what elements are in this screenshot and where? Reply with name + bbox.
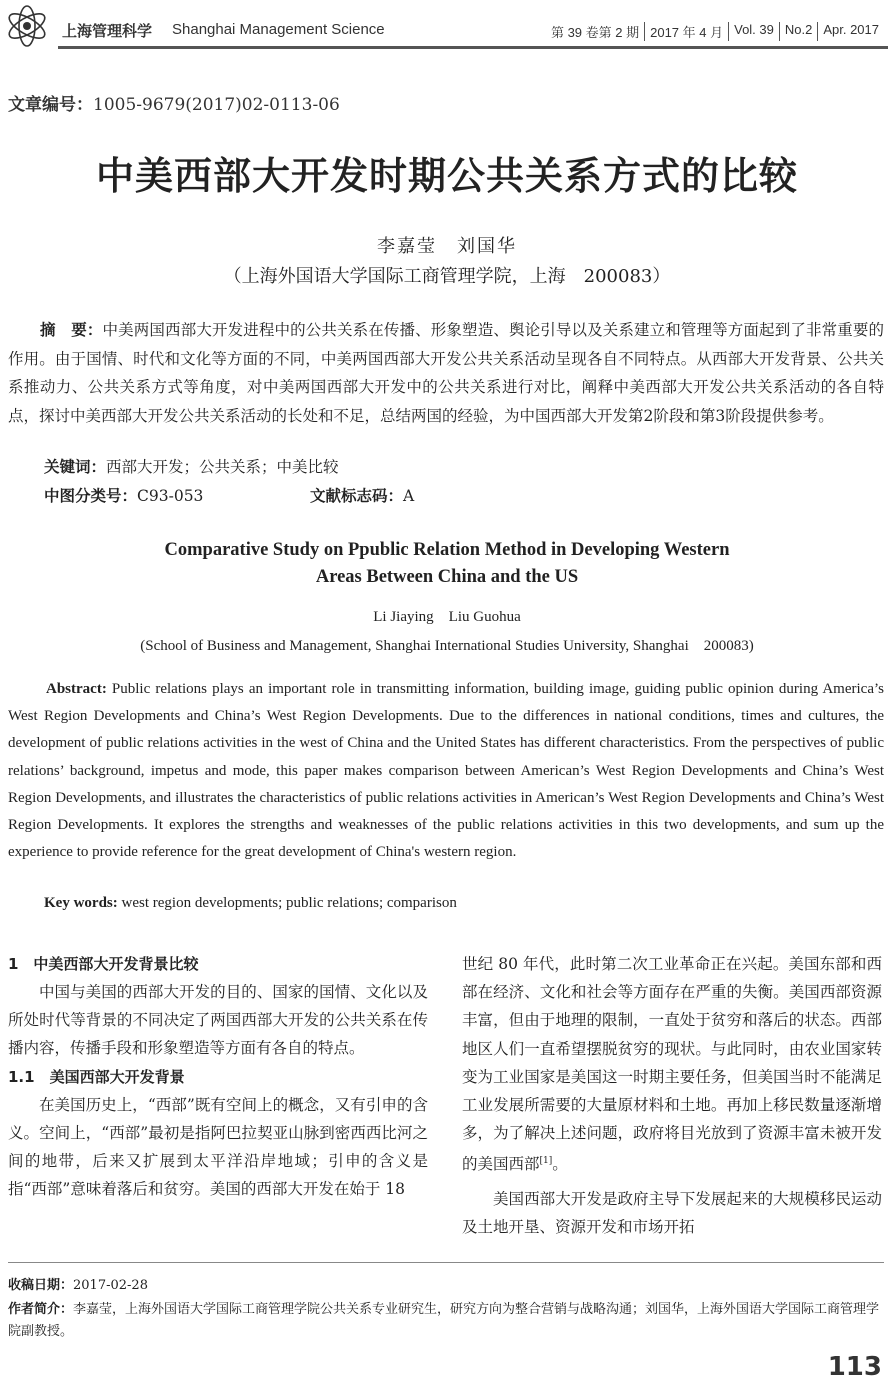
article-number [8,90,340,115]
issue-info [546,22,884,41]
issue-date-en: Apr. 2017 [817,22,884,41]
issue-volume-en: Vol. 39 [728,22,779,41]
abstract-en [8,676,884,866]
author-bio-text: 李嘉莹，上海外国语大学国际工商管理学院公共关系专业研究生，研究方向为整合营销与战略沟通；刘国华，上海外国语大学国际工商管理学院副教授。 [8,1302,880,1339]
classification [44,484,203,506]
abstract-en-label: Abstract: [46,681,107,697]
article-number-value: 1005-9679(2017)02-0113-06 [93,95,340,115]
right-paragraph-1-text: 世纪 80 年代，此时第二次工业革命正在兴起。美国东部和西部在经济、文化和社会等方面存在严重的失衡。美国西部资源丰富，但由于地理的限制，一直处于贫穷和落后的状态。西部地区人们一直希望摆脱贫穷的现状。与此同时，由农业国家转变为工业国家是美国这一时期主要任务，但美国当时不能满足工业发展所需要的大量原材料和土地。再加上移民数量逐渐增多，为了解决上述问题，政府将目光放到了资源丰富未被开发的美国西部 [462,955,882,1174]
left-column [8,950,428,1203]
affiliation-en: (School of Business and Management, Shanghai International Studies University, Shanghai 200083) [140,638,754,654]
journal-name-cn: 上海管理科学 [62,22,153,40]
author-bio-label: 作者简介： [8,1302,74,1317]
section-heading-1: 1 中美西部大开发背景比较 [8,955,199,973]
document-code [310,484,414,506]
issue-volume-cn: 第 39 卷第 2 期 [550,25,640,40]
right-paragraph-1 [462,950,882,1179]
keywords-en-text: west region developments; public relations; comparison [121,895,457,911]
journal-header [0,0,894,52]
issue-date-cn: 2017 年 4 月 [644,22,728,41]
title-en [0,537,894,591]
classification-label: 中图分类号： [44,487,138,505]
received-value: 2017-02-28 [73,1278,148,1293]
section-heading-1-1: 1.1 美国西部大开发背景 [8,1067,185,1086]
document-code-value: A [403,487,415,505]
right-paragraph-2: 美国西部大开发是政府主导下发展起来的大规模移民运动及土地开垦、资源开发和市场开拓 [462,1189,882,1236]
authors-en: Li Jiaying Liu Guohua [373,609,521,625]
abstract-cn-label: 摘 要： [40,321,103,339]
keywords-cn-text: 西部大开发；公共关系；中美比较 [106,458,339,476]
title-en-line1: Comparative Study on Ppublic Relation Method in Developing Western [164,540,730,560]
keywords-en [44,895,457,912]
keywords-cn-label: 关键词： [44,458,107,476]
document-code-label: 文献标志码： [310,487,404,505]
received-date [8,1274,148,1293]
keywords-en-label: Key words: [44,895,118,911]
footnote-rule [8,1262,884,1263]
citation-1: [1] [539,1156,553,1167]
page-number: 113 [827,1352,882,1382]
classification-value: C93-053 [137,487,204,505]
title-en-line2: Areas Between China and the US [315,567,579,587]
abstract-en-text: Public relations plays an important role in transmitting information, building image, guiding public opinion during America’s West Region Developments and China’s West Region Developments. Due to the differences in national conditions, times and cultures, the development of public relations activities in the west of China and the United States has different characteristics. From the perspectives of public relations’ background, impetus and mode, this paper makes comparison between American’s West Region Developments and China’s West Region Developments, and illustrates the characteristics of public relations activities in American’s West Region Developments and China’s West Region Developments. It explores the strengths and weaknesses of the public relations activities in this two developments, and sum up the experience to provide reference for the great development of China's western region. [8,681,884,861]
section-1-paragraph: 中国与美国的西部大开发的目的、国家的国情、文化以及所处时代等背景的不同决定了两国西部大开发的公共关系在传播内容，传播手段和形象塑造等方面有各自的特点。 [8,983,428,1058]
keywords-cn [44,455,339,477]
article-number-label: 文章编号： [8,95,93,115]
abstract-cn-text: 中美两国西部大开发进程中的公共关系在传播、形象塑造、舆论引导以及关系建立和管理等方面起到了非常重要的作用。由于国情、时代和文化等方面的不同，中美两国西部大开发公共关系活动呈现各自不同特点。从西部大开发背景、公共关系推动力、公共关系方式等角度，对中美两国西部大开发中的公共关系进行对比，阐释中美西部大开发公共关系活动的各自特点，探讨中美西部大开发公共关系活动的长处和不足，总结两国的经验，为中国西部大开发第2阶段和第3阶段提供参考。 [8,321,884,425]
affiliation-cn: （上海外国语大学国际工商管理学院，上海 200083） [223,266,671,287]
right-column [462,950,882,1241]
author-bio [8,1299,884,1343]
header-rule [58,46,888,49]
received-label: 收稿日期： [8,1278,74,1293]
issue-number-en: No.2 [779,22,817,41]
section-1-1-paragraph: 在美国历史上，“西部”既有空间上的概念，又有引申的含义。空间上，“西部”最初是指阿巴拉契亚山脉到密西西比河之间的地带，后来又扩展到太平洋沿岸地域；引申的含义是指“西部”意味着落后和贫穷。美国的西部大开发在始于 18 [8,1095,428,1199]
title-cn: 中美西部大开发时期公共关系方式的比较 [95,154,798,198]
abstract-cn [8,316,884,430]
right-paragraph-1-end: 。 [552,1155,568,1174]
journal-logo-icon [4,4,50,48]
journal-name-en: Shanghai Management Science [172,21,385,38]
authors-cn: 李嘉莹 刘国华 [377,236,517,257]
